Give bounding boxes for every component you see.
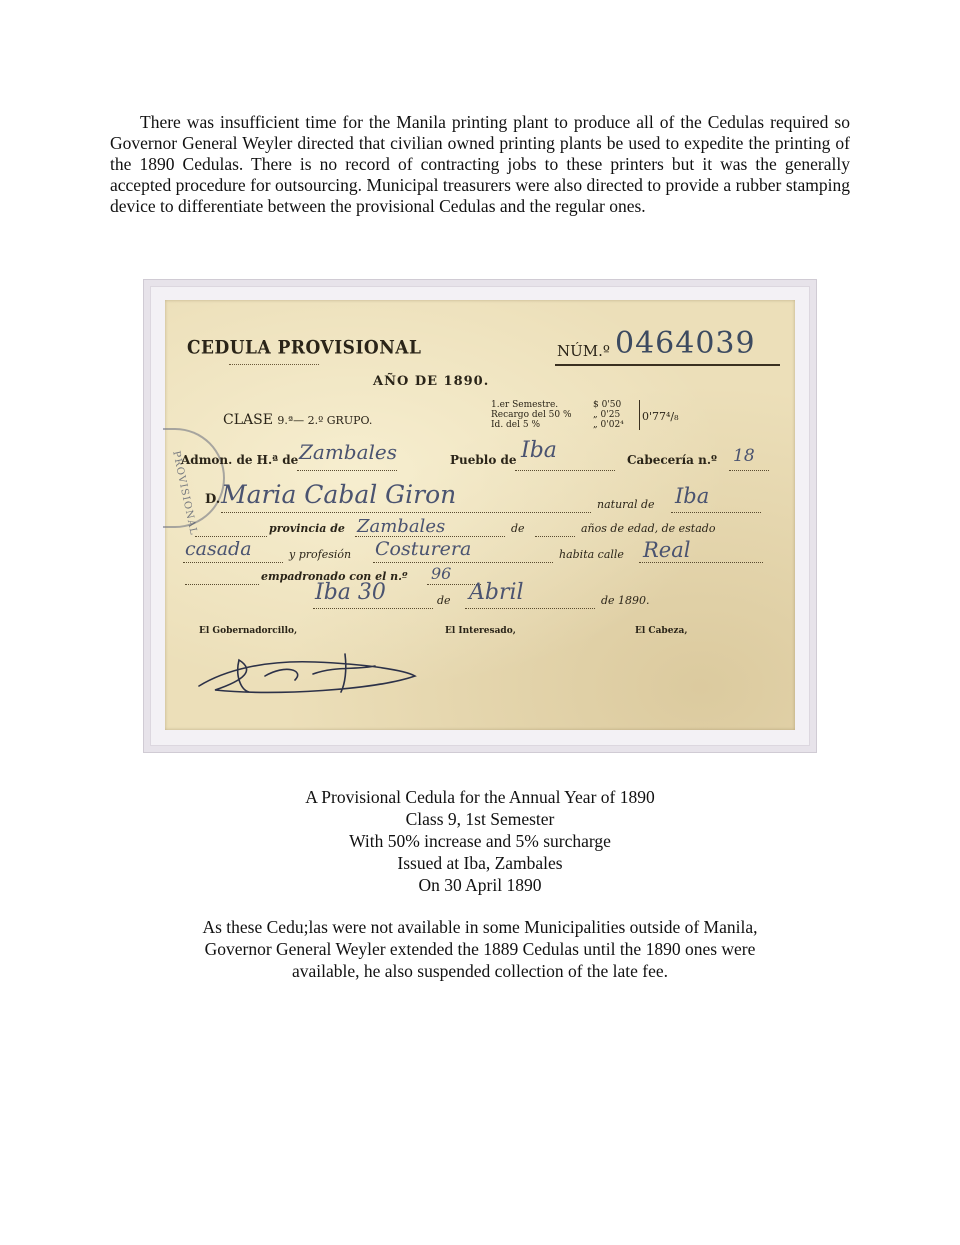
cedula-title: CEDULA PROVISIONAL <box>187 337 422 359</box>
admon-value: Zambales <box>299 440 398 464</box>
intro-paragraph <box>110 112 850 217</box>
pueblo-label: Pueblo de <box>450 453 517 467</box>
anos-label: años de edad, de estado <box>581 522 716 535</box>
handwritten-signature <box>195 640 425 700</box>
calle-label: habita calle <box>559 548 624 561</box>
profesion-label: y profesión <box>289 548 352 561</box>
caption-line: On 30 April 1890 <box>418 875 542 895</box>
caption-line: With 50% increase and 5% surcharge <box>349 831 611 851</box>
profesion-value: Costurera <box>375 538 472 560</box>
caption-line: Class 9, 1st Semester <box>405 809 555 829</box>
note-paragraph: As these Cedu;las were not available in some Municipalities outside of Manila, Governor General Weyler extended the 1889 Cedulas until the 1890 ones were available, he also suspended collection of the late fee. <box>202 917 758 981</box>
name-value: Maria Cabal Giron <box>221 480 457 509</box>
num-label: NÚM.º <box>557 342 610 360</box>
calle-value: Real <box>643 538 691 562</box>
stamp-text: PROVISIONAL <box>170 450 199 537</box>
natural-value: Iba <box>675 484 710 508</box>
date-month: Abril <box>469 580 524 605</box>
cabecera-value: 18 <box>733 446 755 466</box>
caption-line: A Provisional Cedula for the Annual Year of 1890 <box>305 787 655 807</box>
date-year: de 1890. <box>601 594 650 607</box>
date-de-label: de <box>437 594 451 607</box>
estado-value: casada <box>185 538 252 560</box>
clase-value: 9.ª— 2.º GRUPO. <box>277 414 373 427</box>
amount-lines <box>593 400 624 430</box>
amount-line: „ 0'25 <box>593 410 621 420</box>
amount-brace <box>639 400 640 430</box>
clase-line <box>223 412 372 428</box>
empadronado-label: empadronado con el n.º <box>261 570 408 583</box>
signer-interesado: El Interesado, <box>445 626 516 636</box>
cedula-document <box>165 300 795 730</box>
d-label: D. <box>205 492 221 507</box>
cedula-number: 0464039 <box>615 326 756 361</box>
signer-cabeza: El Cabeza, <box>635 626 688 636</box>
amount-line: $ 0'50 <box>593 400 622 410</box>
semester-line: 1.er Semestre. <box>491 400 559 410</box>
signer-gobernadorcillo: El Gobernadorcillo, <box>199 626 298 636</box>
pueblo-value: Iba <box>521 438 557 463</box>
provincia-value: Zambales <box>357 516 446 537</box>
caption <box>230 786 730 896</box>
amount-line: „ 0'02⁴ <box>593 420 624 430</box>
admon-label: Admon. de H.ª de <box>181 453 299 467</box>
intro-text: There was insufficient time for the Manila printing plant to produce all of the Cedulas required so Governor General Weyler directed that civilian owned printing plants be used to expedite the printing of the 1890 Cedulas. There is no record of contracting jobs to these printers but it was the generally accepted procedure for outsourcing. Municipal treasurers were also directed to provide a rubber stamping device to differentiate between the provisional Cedulas and the regular ones. <box>110 112 850 216</box>
title-ornament <box>229 360 319 365</box>
natural-label: natural de <box>597 498 655 511</box>
clase-label: CLASE <box>223 412 273 428</box>
cabecera-label: Cabecería n.º <box>627 453 718 467</box>
provincia-label: provincia de <box>269 522 345 535</box>
caption-line: Issued at Iba, Zambales <box>397 853 563 873</box>
empadronado-value: 96 <box>431 564 452 583</box>
semester-lines <box>491 400 572 430</box>
semester-line: Recargo del 50 % <box>491 410 572 420</box>
semester-line: Id. del 5 % <box>491 420 541 430</box>
year-line: AÑO DE 1890. <box>373 374 490 389</box>
de-label: de <box>511 522 525 535</box>
number-underline <box>555 364 780 366</box>
total-amount: 0'77⁴/₈ <box>642 410 679 423</box>
date-place: Iba 30 <box>315 580 386 605</box>
